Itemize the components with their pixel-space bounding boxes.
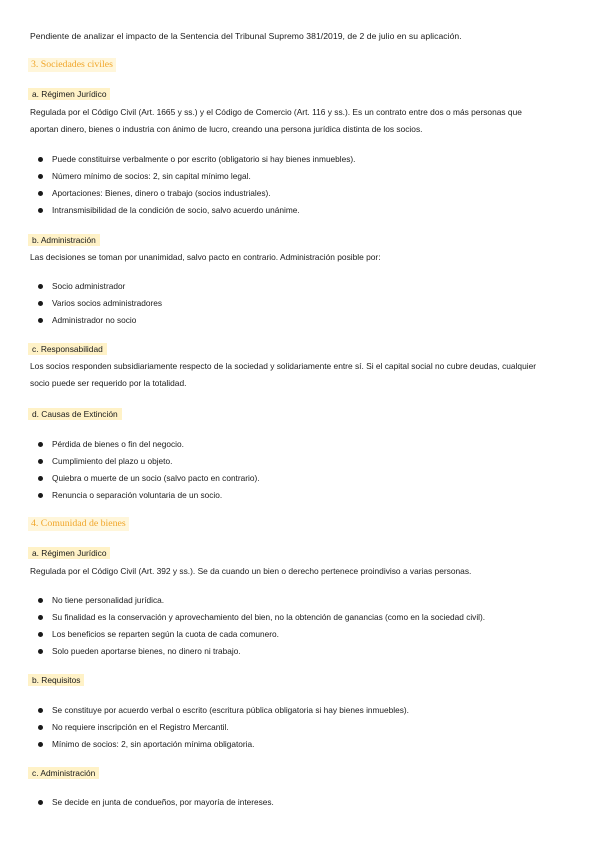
paragraph-administracion: Las decisiones se toman por unanimidad, salvo pacto en contrario. Administración posible por: [30,252,381,262]
list-item: Socio administrador [38,278,162,295]
list-item: Intransmisibilidad de la condición de socio, salvo acuerdo unánime. [38,202,355,219]
list-administracion-cb [38,794,274,811]
list-item: Varios socios administradores [38,295,162,312]
bullet-icon [38,157,43,162]
list-item: Los beneficios se reparten según la cuota de cada comunero. [38,626,485,643]
bullet-icon [38,800,43,805]
list-item: Aportaciones: Bienes, dinero o trabajo (socios industriales). [38,185,355,202]
bullet-icon [38,476,43,481]
bullet-icon [38,318,43,323]
section-title-sociedades-civiles: 3. Sociedades civiles [28,58,116,72]
bullet-icon [38,208,43,213]
bullet-icon [38,174,43,179]
bullet-icon [38,284,43,289]
subsection-title-requisitos: b. Requisitos [28,674,84,686]
list-regimen-juridico [38,151,355,219]
bullet-icon [38,615,43,620]
bullet-icon [38,725,43,730]
intro-note: Pendiente de analizar el impacto de la Sentencia del Tribunal Supremo 381/2019, de 2 de julio en su aplicación. [30,31,462,41]
list-item: Mínimo de socios: 2, sin aportación mínima obligatoria. [38,736,409,753]
list-item: Cumplimiento del plazo u objeto. [38,453,260,470]
list-administracion [38,278,162,329]
bullet-icon [38,742,43,747]
list-item: Pérdida de bienes o fin del negocio. [38,436,260,453]
list-item: Solo pueden aportarse bienes, no dinero ni trabajo. [38,643,485,660]
subsection-title-regimen-juridico-cb: a. Régimen Jurídico [28,547,110,559]
bullet-icon [38,459,43,464]
subsection-title-causas-extincion: d. Causas de Extinción [28,408,122,420]
list-item: Número mínimo de socios: 2, sin capital mínimo legal. [38,168,355,185]
list-item: Administrador no socio [38,312,162,329]
paragraph-regimen-juridico: Regulada por el Código Civil (Art. 1665 y ss.) y el Código de Comercio (Art. 116 y ss.). Es un contrato entre dos o más personas que aportan dinero, bienes o industria con ánimo de lucro, creando una persona jurídica distinta de los socios. [30,107,522,134]
list-item: Quiebra o muerte de un socio (salvo pacto en contrario). [38,470,260,487]
list-item: No requiere inscripción en el Registro Mercantil. [38,719,409,736]
list-item: Se decide en junta de condueños, por mayoría de intereses. [38,794,274,811]
subsection-title-regimen-juridico: a. Régimen Jurídico [28,88,110,100]
list-regimen-juridico-cb [38,592,485,660]
bullet-icon [38,301,43,306]
paragraph-regimen-juridico-cb: Regulada por el Código Civil (Art. 392 y ss.). Se da cuando un bien o derecho pertenece proindiviso a varias personas. [30,566,472,576]
subsection-title-responsabilidad: c. Responsabilidad [28,343,107,355]
bullet-icon [38,191,43,196]
list-requisitos [38,702,409,753]
list-item: Se constituye por acuerdo verbal o escrito (escritura pública obligatoria si hay bienes inmuebles). [38,702,409,719]
list-item: Renuncia o separación voluntaria de un socio. [38,487,260,504]
bullet-icon [38,493,43,498]
bullet-icon [38,708,43,713]
bullet-icon [38,442,43,447]
section-title-comunidad-bienes: 4. Comunidad de bienes [28,517,129,531]
bullet-icon [38,649,43,654]
list-item: No tiene personalidad jurídica. [38,592,485,609]
list-causas-extincion [38,436,260,504]
list-item: Su finalidad es la conservación y aprovechamiento del bien, no la obtención de ganancias (como en la sociedad civil). [38,609,485,626]
subsection-title-administracion-cb: c. Administración [28,767,99,779]
list-item: Puede constituirse verbalmente o por escrito (obligatorio si hay bienes inmuebles). [38,151,355,168]
bullet-icon [38,598,43,603]
bullet-icon [38,632,43,637]
paragraph-responsabilidad: Los socios responden subsidiariamente respecto de la sociedad y solidariamente entre sí. Si el capital social no cubre deudas, cualquier socio puede ser requerido por la totalidad. [30,361,537,388]
subsection-title-administracion: b. Administración [28,234,100,246]
